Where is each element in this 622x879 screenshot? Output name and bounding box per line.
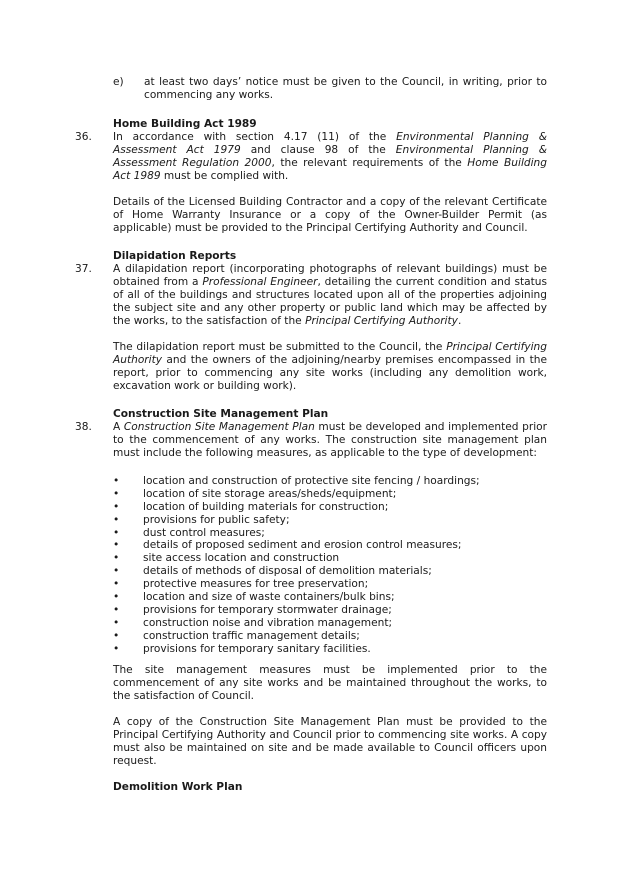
bullet-icon: •	[113, 616, 120, 629]
clause-number-36: 36.	[75, 131, 92, 143]
list-item: • protective measures for tree preservation;	[113, 578, 369, 591]
bullet-icon: •	[113, 500, 120, 513]
bullet-icon: •	[113, 629, 120, 642]
list-item: • construction noise and vibration management;	[113, 616, 393, 629]
clause-38-paragraph: A Construction Site Management Plan must be developed and implemented prior to the commencement of any works. The construction site management plan must include the following measures, as applicable to the type of development:	[113, 421, 547, 459]
bullet-icon: •	[113, 539, 120, 552]
bullet-icon: •	[113, 513, 120, 526]
bullet-icon: •	[113, 591, 120, 604]
bullet-icon: •	[113, 487, 120, 500]
bullet-icon: •	[113, 565, 120, 578]
list-item: • dust control measures;	[113, 526, 265, 539]
measures-bullet-list	[113, 475, 547, 655]
list-item: • site access location and construction	[113, 552, 340, 565]
list-item: • construction traffic management details;	[113, 629, 360, 642]
site-measures-paragraph: The site management measures must be implemented prior to the commencement of any site works and be maintained throughout the works, to the satisfaction of Council.	[113, 664, 547, 702]
heading-construction-site-management-plan: Construction Site Management Plan	[113, 408, 329, 420]
clause-37-paragraph: A dilapidation report (incorporating photographs of relevant buildings) must be obtained from a Professional Engineer, detailing the current condition and status of all of the buildings and structures located upon all of the properties adjoining the subject site and any other property or public land which may be affected by the works, to the satisfaction of the Principal Certifying Authority.	[113, 263, 547, 327]
list-item: • location of building materials for construction;	[113, 500, 389, 513]
clause-number-37: 37.	[75, 263, 92, 275]
list-item: • details of methods of disposal of demolition materials;	[113, 565, 432, 578]
item-e-text: at least two days’ notice must be given to the Council, in writing, prior to commencing any works.	[144, 76, 547, 101]
list-item: • provisions for public safety;	[113, 513, 290, 526]
clause-37-submission-paragraph: The dilapidation report must be submitted to the Council, the Principal Certifying Authority and the owners of the adjoining/nearby premises encompassed in the report, prior to commencing any site works (including any demolition work, excavation work or building work).	[113, 341, 547, 392]
list-item: • location of site storage areas/sheds/equipment;	[113, 487, 397, 500]
clause-36-paragraph: In accordance with section 4.17 (11) of the Environmental Planning & Assessment Act 1979 and clause 98 of the Environmental Planning & Assessment Regulation 2000, the relevant requirements of the Home Building Act 1989 must be complied with.	[113, 131, 547, 182]
bullet-icon: •	[113, 552, 120, 565]
clause-number-38: 38.	[75, 421, 92, 433]
list-item: • location and size of waste containers/bulk bins;	[113, 591, 395, 604]
item-e-marker: e)	[113, 76, 124, 88]
bullet-icon: •	[113, 526, 120, 539]
bullet-icon: •	[113, 578, 120, 591]
bullet-icon: •	[113, 642, 120, 655]
heading-demolition-work-plan: Demolition Work Plan	[113, 781, 243, 793]
list-item: • location and construction of protective site fencing / hoardings;	[113, 475, 480, 487]
plan-copy-paragraph: A copy of the Construction Site Management Plan must be provided to the Principal Certifying Authority and Council prior to commencing site works. A copy must also be maintained on site and be made available to Council officers upon request.	[113, 716, 547, 767]
clause-36-details-paragraph: Details of the Licensed Building Contractor and a copy of the relevant Certificate of Home Warranty Insurance or a copy of the Owner-Builder Permit (as applicable) must be provided to the Principal Certifying Authority and Council.	[113, 196, 547, 234]
heading-home-building-act: Home Building Act 1989	[113, 118, 257, 130]
heading-dilapidation-reports: Dilapidation Reports	[113, 250, 237, 262]
bullet-icon: •	[113, 603, 120, 616]
list-item: • provisions for temporary stormwater drainage;	[113, 603, 392, 616]
list-item: • details of proposed sediment and erosion control measures;	[113, 539, 462, 552]
bullet-icon: •	[113, 475, 120, 487]
list-item: • provisions for temporary sanitary facilities.	[113, 642, 371, 655]
